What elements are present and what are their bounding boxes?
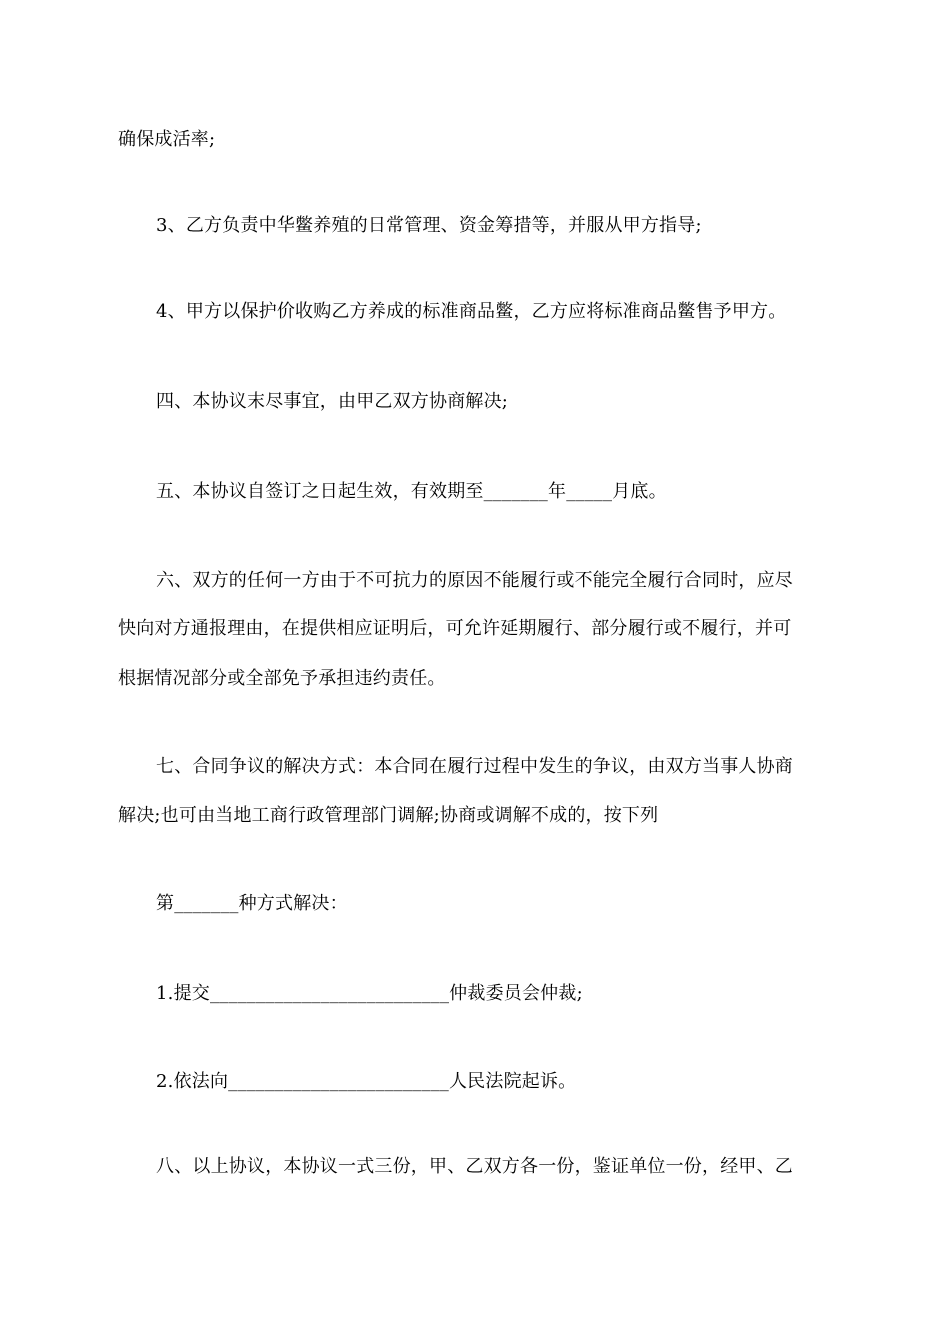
paragraph-line: 四、本协议末尽事宜，由甲乙双方协商解决; [156,391,509,412]
paragraph-line: 2.依法向________________________人民法院起诉。 [156,1071,577,1092]
paragraph-line: 五、本协议自签订之日起生效，有效期至_______年_____月底。 [156,481,667,502]
paragraph-line: 第_______种方式解决： [156,893,348,914]
paragraph-line: 根据情况部分或全部免予承担违约责任。 [118,668,446,689]
paragraph-line: 快向对方通报理由，在提供相应证明后，可允许延期履行、部分履行或不履行，并可 [118,618,792,639]
paragraph-line: 3、乙方负责中华鳖养殖的日常管理、资金筹措等，并服从甲方指导; [156,215,702,236]
paragraph-line: 1.提交__________________________仲裁委员会仲裁; [156,983,583,1004]
paragraph-line: 八、以上协议，本协议一式三份，甲、乙双方各一份，鉴证单位一份，经甲、乙 [156,1156,793,1177]
paragraph-line: 确保成活率; [118,129,216,150]
paragraph-line: 六、双方的任何一方由于不可抗力的原因不能履行或不能完全履行合同时，应尽 [156,570,793,591]
paragraph-line: 解决;也可由当地工商行政管理部门调解;协商或调解不成的，按下列 [118,805,659,826]
paragraph-line: 4、甲方以保护价收购乙方养成的标准商品鳖，乙方应将标准商品鳖售予甲方。 [156,301,787,322]
paragraph-line: 七、合同争议的解决方式：本合同在履行过程中发生的争议，由双方当事人协商 [156,756,793,777]
